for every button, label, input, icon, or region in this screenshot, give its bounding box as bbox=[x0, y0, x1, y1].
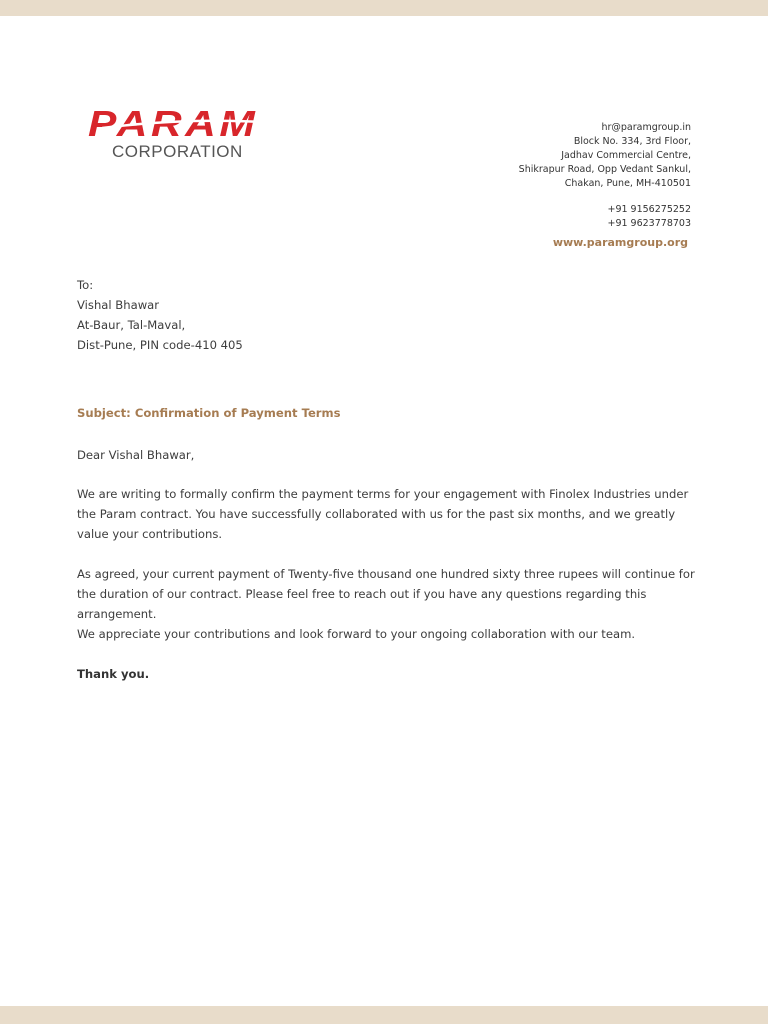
body-paragraph: We are writing to formally confirm the payment terms for your engagement with Finolex Industries under the Param contract. You have successfully collaborated with us for the past six months, and we greatly value your contributions. bbox=[77, 487, 689, 541]
recipient-address-line: Dist-Pune, PIN code-410 405 bbox=[77, 338, 243, 352]
logo-wordmark: PARAM bbox=[88, 103, 259, 144]
header-band bbox=[0, 0, 768, 16]
contact-email: hr@paramgroup.in bbox=[601, 122, 691, 133]
footer-band bbox=[0, 1006, 768, 1024]
recipient-name: Vishal Bhawar bbox=[77, 298, 160, 312]
letter-subject: Subject: Confirmation of Payment Terms bbox=[77, 406, 341, 420]
recipient-block bbox=[77, 275, 697, 355]
salutation: Dear Vishal Bhawar, bbox=[77, 448, 195, 462]
recipient-label: To: bbox=[77, 278, 94, 292]
phone-number: +91 9623778703 bbox=[607, 218, 691, 229]
phone-number: +91 9156275252 bbox=[607, 204, 691, 215]
address-line: Block No. 334, 3rd Floor, bbox=[573, 136, 691, 147]
website-link[interactable]: www.paramgroup.org bbox=[552, 236, 688, 249]
recipient-address-line: At-Baur, Tal-Maval, bbox=[77, 318, 186, 332]
body-paragraph: We appreciate your contributions and look forward to your ongoing collaboration with our team. bbox=[77, 627, 636, 641]
closing-line: Thank you. bbox=[77, 667, 150, 681]
address-line: Chakan, Pune, MH-410501 bbox=[564, 178, 691, 189]
spacer bbox=[519, 191, 691, 203]
logo-subtitle: CORPORATION bbox=[112, 142, 243, 161]
logo-swoosh-icon bbox=[102, 118, 292, 132]
body-paragraph: As agreed, your current payment of Twenty-five thousand one hundred sixty three rupees will continue for the duration of our contract. Please feel free to reach out if you have any questions regarding this arrangement. bbox=[77, 567, 695, 621]
contact-block bbox=[519, 121, 691, 231]
address-line: Jadhav Commercial Centre, bbox=[561, 150, 691, 161]
address-line: Shikrapur Road, Opp Vedant Sankul, bbox=[518, 164, 691, 175]
company-logo bbox=[88, 103, 304, 166]
